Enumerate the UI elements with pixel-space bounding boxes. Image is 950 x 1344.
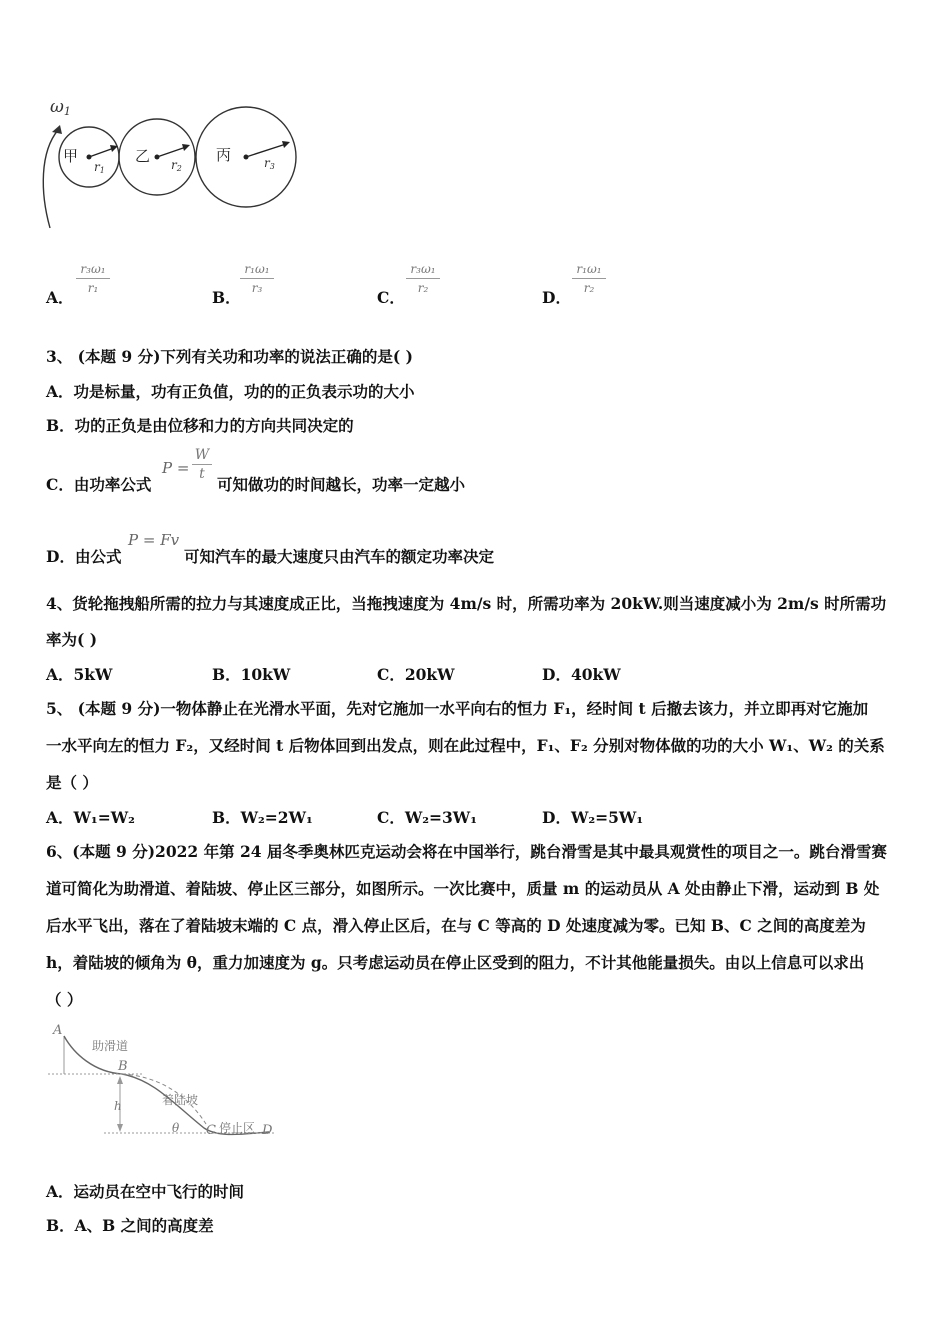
q4-option-b[interactable]: B．10kW	[212, 665, 291, 684]
q6-stem-line1: 6、(本题 9 分)2022 年第 24 届冬季奥林匹克运动会将在中国举行，跳台滑雪是其中最具观赏性的项目之一。跳台滑雪赛	[46, 842, 887, 861]
q3-option-c-rest: 可知做功的时间越长，功率一定越小	[217, 475, 466, 494]
point-b-label: B	[118, 1059, 128, 1074]
q4-stem-line1: 4、货轮拖拽船所需的拉力与其速度成正比，当拖拽速度为 4m/s 时，所需功率为 20kW.则当速度减小为 2m/s 时所需功	[46, 594, 887, 613]
wheel-bing-label: 丙	[216, 146, 232, 164]
wheels-figure	[38, 92, 308, 234]
stop-zone-label: 停止区	[219, 1121, 256, 1135]
q2-option-a-fraction: r₃ω₁ r₁	[76, 262, 110, 295]
q6-option-a[interactable]: A．运动员在空中飞行的时间	[46, 1182, 245, 1201]
q5-option-a[interactable]: A．W₁=W₂	[46, 808, 135, 827]
q6-stem-line5: （ ）	[46, 990, 83, 1009]
q3-d-formula: P = Fv	[128, 531, 180, 549]
q2-option-c-fraction: r₃ω₁ r₂	[406, 262, 440, 295]
q5-stem-line2: 一水平向左的恒力 F₂，又经时间 t 后物体回到出发点，则在此过程中，F₁、F₂ 分别对物体做的功的大小 W₁、W₂ 的关系	[46, 736, 885, 755]
slope-label: 着陆坡	[162, 1093, 199, 1107]
omega-label: ω1	[50, 97, 71, 118]
q4-option-a[interactable]: A．5kW	[46, 665, 113, 684]
wheel-jia-label: 甲	[63, 147, 79, 165]
q3-option-b[interactable]: B．功的正负是由位移和力的方向共同决定的	[46, 416, 354, 435]
q3-option-d[interactable]: D．由公式	[46, 547, 122, 566]
q6-stem-line4: h，着陆坡的倾角为 θ，重力加速度为 g。只考虑运动员在停止区受到的阻力，不计其他能量损失。由以上信息可以求出	[46, 953, 865, 972]
wheel-jia-radius: r1	[94, 160, 105, 175]
q6-stem-line3: 后水平飞出，落在了着陆坡末端的 C 点，滑入停止区后，在与 C 等高的 D 处速度减为零。已知 B、C 之间的高度差为	[46, 916, 866, 935]
inrun-label: 助滑道	[92, 1039, 129, 1053]
q2-option-c[interactable]: C．	[377, 288, 405, 307]
q4-option-c[interactable]: C．20kW	[377, 665, 455, 684]
q3-option-d-rest: 可知汽车的最大速度只由汽车的额定功率决定	[184, 547, 495, 566]
point-d-label: D	[262, 1123, 273, 1138]
q2-option-d[interactable]: D．	[542, 288, 571, 307]
q2-option-b-fraction: r₁ω₁ r₃	[240, 262, 274, 295]
q5-option-b[interactable]: B．W₂=2W₁	[212, 808, 313, 827]
rotation-arrow	[43, 130, 58, 228]
q3-c-formula-lhs: P =	[162, 459, 190, 477]
q2-option-d-fraction: r₁ω₁ r₂	[572, 262, 606, 295]
q6-stem-line2: 道可简化为助滑道、着陆坡、停止区三部分，如图所示。一次比赛中，质量 m 的运动员从 A 处由静止下滑，运动到 B 处	[46, 879, 880, 898]
angle-theta-label: θ	[172, 1121, 180, 1135]
q5-stem-line1: 5、 (本题 9 分)一物体静止在光滑水平面，先对它施加一水平向右的恒力 F₁，经时间 t 后撤去该力，并立即再对它施加	[46, 699, 869, 718]
q2-option-b[interactable]: B．	[212, 288, 241, 307]
wheel-bing-radius: r3	[264, 156, 275, 171]
wheel-yi-label: 乙	[135, 147, 151, 165]
ski-jump-figure	[44, 1014, 284, 1142]
height-h-label: h	[114, 1099, 122, 1113]
q3-option-c[interactable]: C．由功率公式	[46, 475, 152, 494]
q4-stem-line2: 率为( )	[46, 630, 98, 649]
q3-stem: 3、 (本题 9 分)下列有关功和功率的说法正确的是( )	[46, 347, 413, 366]
wheel-yi-radius: r2	[171, 158, 182, 173]
point-c-label: C	[206, 1123, 216, 1138]
q2-option-a[interactable]: A．	[46, 288, 74, 307]
q6-option-b[interactable]: B．A、B 之间的高度差	[46, 1216, 214, 1235]
q5-option-d[interactable]: D．W₂=5W₁	[542, 808, 644, 827]
q3-option-a[interactable]: A．功是标量，功有正负值，功的的正负表示功的大小	[46, 382, 415, 401]
q5-stem-line3: 是（ ）	[46, 773, 98, 792]
point-a-label: A	[53, 1023, 63, 1038]
q4-option-d[interactable]: D．40kW	[542, 665, 621, 684]
q3-c-formula-fraction: W t	[192, 448, 212, 481]
q5-option-c[interactable]: C．W₂=3W₁	[377, 808, 478, 827]
rotation-arrowhead-icon	[52, 125, 62, 134]
